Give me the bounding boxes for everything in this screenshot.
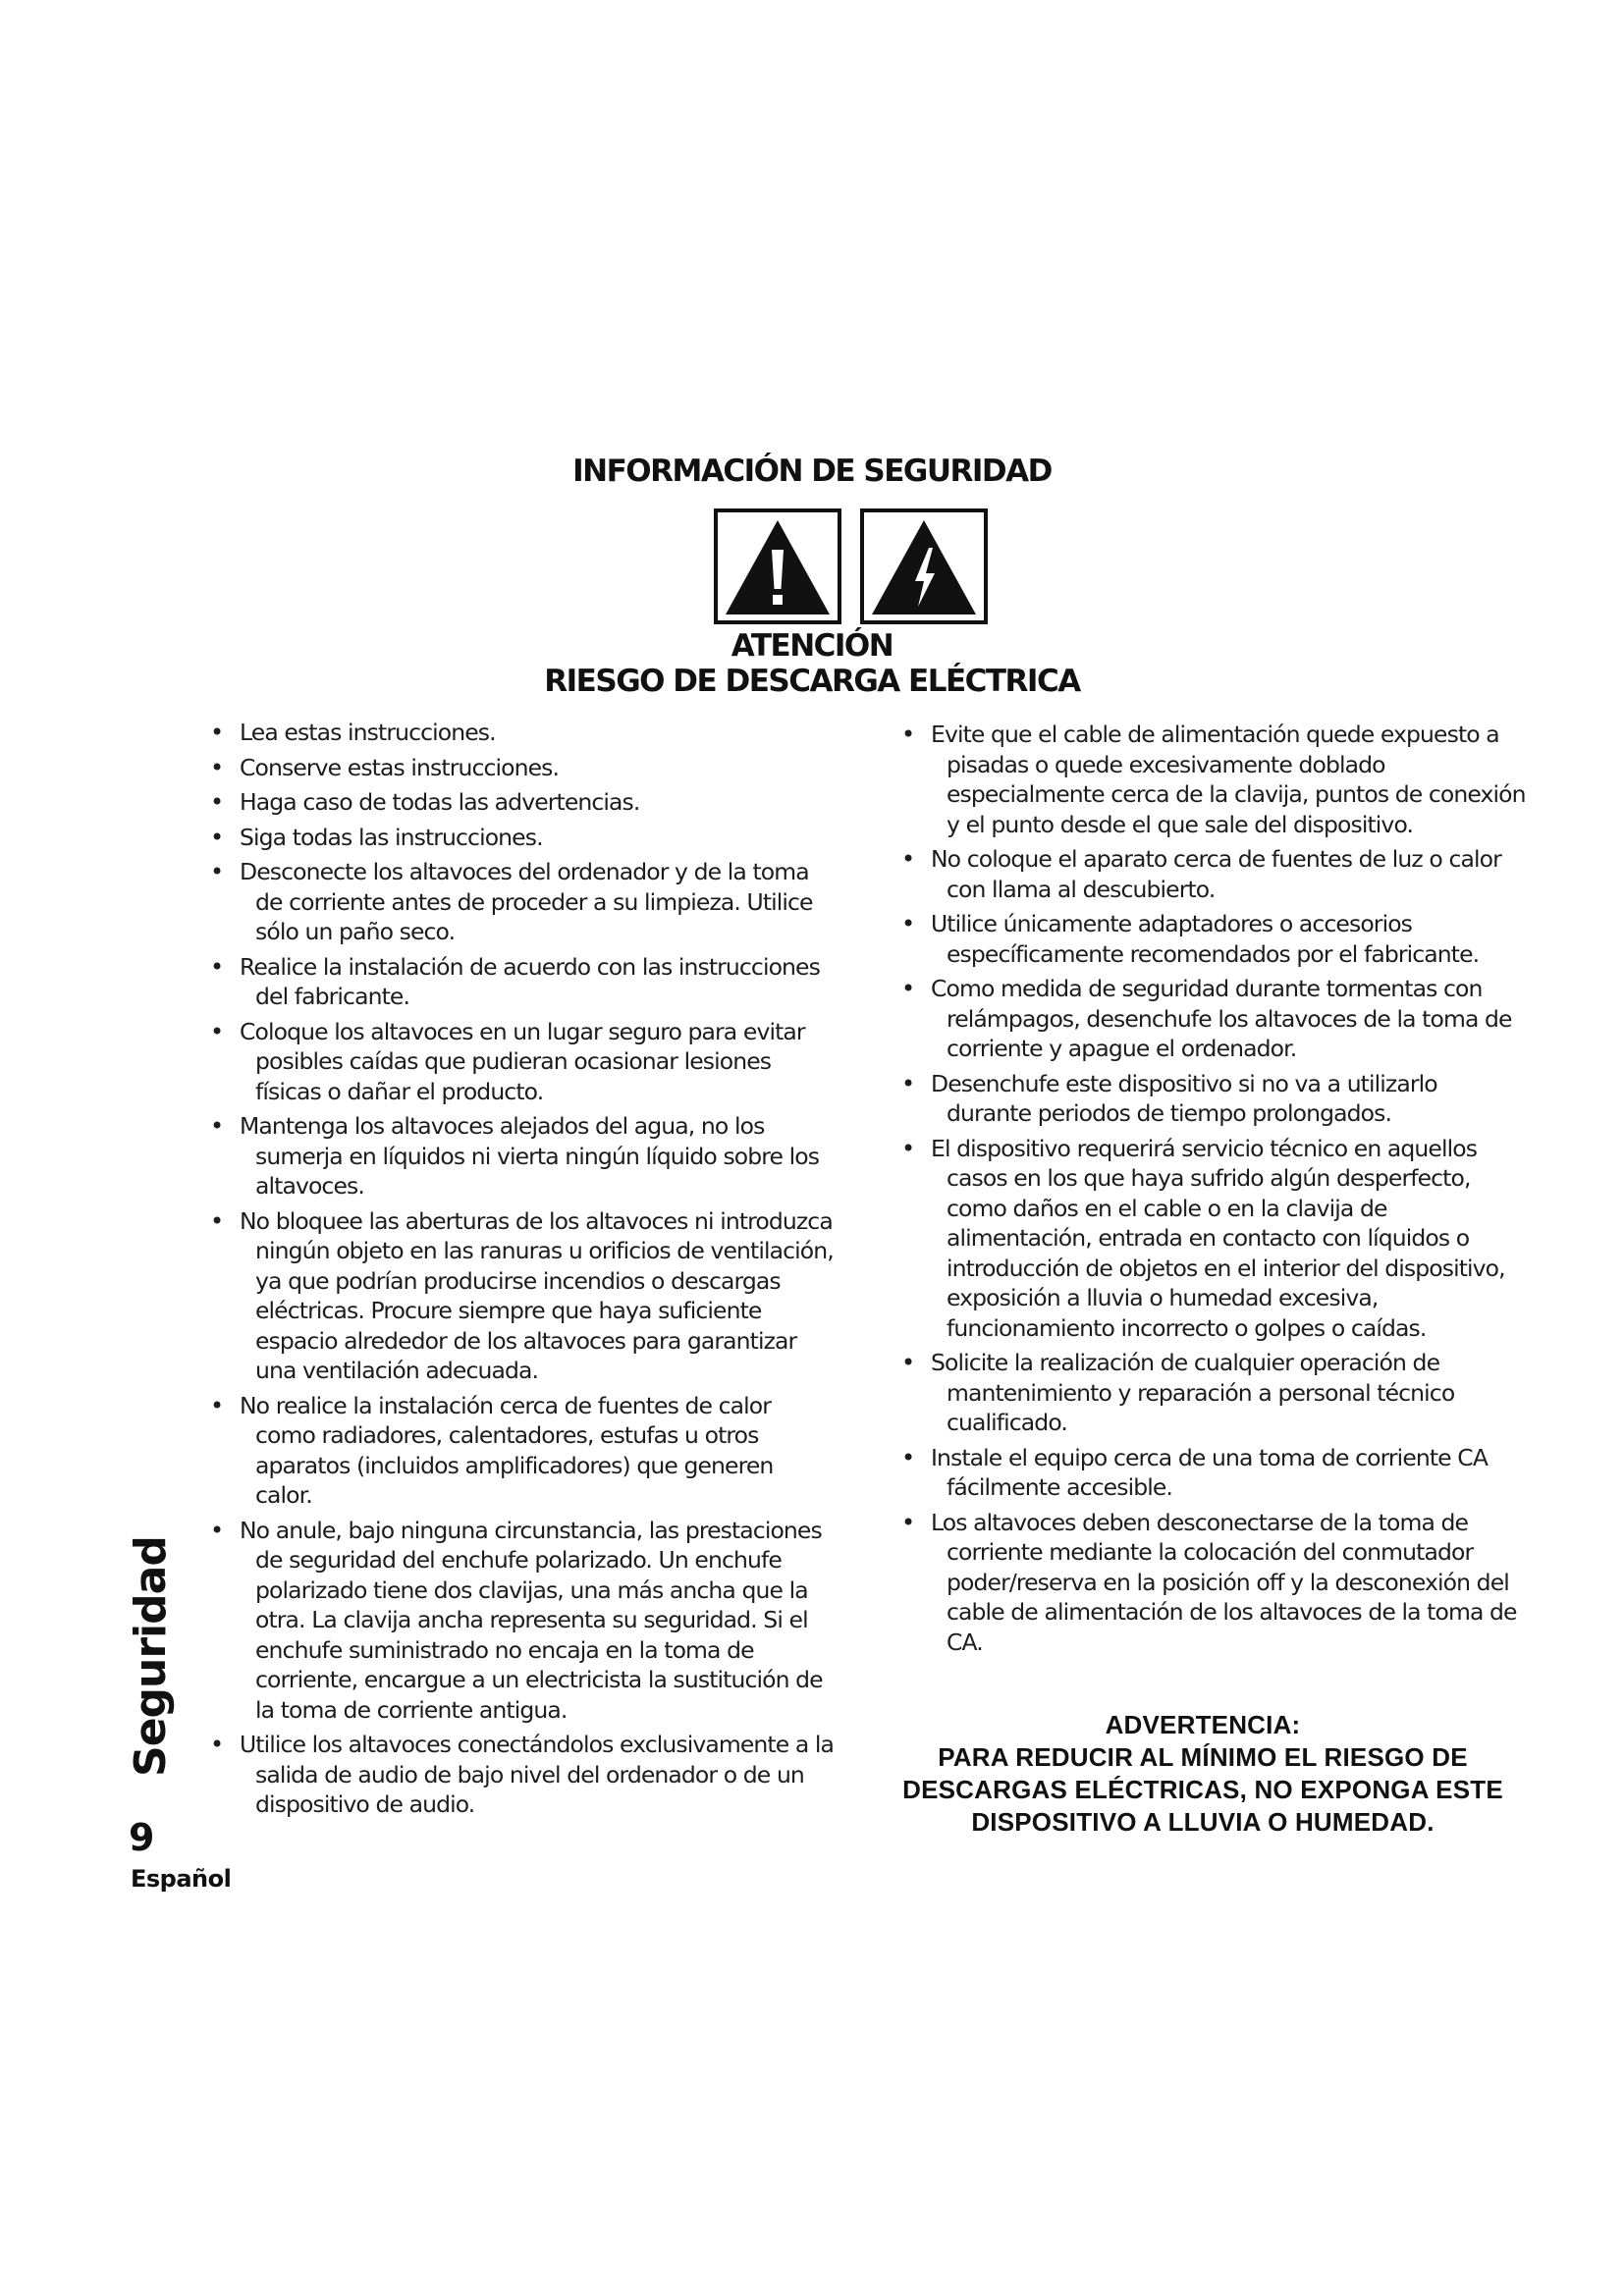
warning-line: DESCARGAS ELÉCTRICAS, NO EXPONGA ESTE: [902, 1775, 1503, 1804]
list-item: • Haga caso de todas las advertencias.: [210, 788, 640, 816]
warning-notice: [884, 1709, 1522, 1839]
list-item: • El dispositivo requerirá servicio técnico en aquellos casos en los que haya sufrido algún desperfecto, como daños en el cable o en la clavija de alimentación, entrada en contacto con líquidos o introducción de objetos en el interior del dispositivo, exposición a lluvia o humedad excesiva, funcionamiento incorrecto o golpes o caídas.: [901, 1134, 1505, 1342]
safety-list-left: [206, 718, 835, 1825]
caution-subtitle: RIESGO DE DESCARGA ELÉCTRICA: [544, 664, 1080, 699]
list-item: • Conserve estas instrucciones.: [210, 753, 560, 781]
list-item: • Lea estas instrucciones.: [210, 719, 496, 746]
list-item: • Instale el equipo cerca de una toma de corriente CA fácilmente accesible.: [901, 1443, 1488, 1501]
list-item: • No anule, bajo ninguna circunstancia, las prestaciones de seguridad del enchufe polarizado. Un enchufe polarizado tiene dos clavijas, una más ancha que la otra. La clavija ancha representa su seguridad. Si el enchufe suministrado no encaja en la toma de corriente, encargue a un electricista la sustitución de la toma de corriente antigua.: [210, 1516, 823, 1724]
page-language: Español: [131, 1865, 232, 1893]
exclamation-triangle-icon: [714, 508, 841, 624]
page-title: INFORMACIÓN DE SEGURIDAD: [572, 454, 1052, 489]
list-item: • Utilice los altavoces conectándolos exclusivamente a la salida de audio de bajo nivel del ordenador o de un dispositivo de audio.: [210, 1731, 835, 1818]
caution-heading: [0, 628, 1624, 699]
list-item: • Solicite la realización de cualquier operación de mantenimiento y reparación a personal técnico cualificado.: [901, 1349, 1455, 1436]
lightning-bolt-triangle-icon: [860, 508, 988, 624]
list-item: • No realice la instalación cerca de fuentes de calor como radiadores, calentadores, estufas u otros aparatos (incluidos amplificadores) que generen calor.: [210, 1391, 774, 1509]
warning-line: DISPOSITIVO A LLUVIA O HUMEDAD.: [971, 1807, 1435, 1837]
list-item: • Desenchufe este dispositivo si no va a utilizarlo durante periodos de tiempo prolongados.: [901, 1069, 1437, 1127]
list-item: • Como medida de seguridad durante tormentas con relámpagos, desenchufe los altavoces de la toma de corriente y apague el ordenador.: [901, 975, 1512, 1062]
list-item: • No coloque el aparato cerca de fuentes de luz o calor con llama al descubierto.: [901, 845, 1501, 903]
list-item: • Coloque los altavoces en un lugar seguro para evitar posibles caídas que pudieran ocasionar lesiones físicas o dañar el producto.: [210, 1017, 805, 1105]
list-item: • Mantenga los altavoces alejados del agua, no los sumerja en líquidos ni vierta ningún líquido sobre los altavoces.: [210, 1112, 820, 1200]
page-number: 9: [129, 1816, 155, 1859]
list-item: • No bloquee las aberturas de los altavoces ni introduzca ningún objeto en las ranuras u orificios de ventilación, ya que podrían producirse incendios o descargas eléctricas. Procure siempre que haya suficiente espacio alrededor de los altavoces para garantizar una ventilación adecuada.: [210, 1206, 834, 1384]
safety-list-right: [897, 720, 1526, 1662]
caution-title: ATENCIÓN: [731, 628, 893, 664]
list-item: • Evite que el cable de alimentación quede expuesto a pisadas o quede excesivamente doblado especialmente cerca de la clavija, puntos de conexión y el punto desde el que sale del dispositivo.: [901, 721, 1526, 838]
list-item: • Siga todas las instrucciones.: [210, 823, 543, 851]
list-item: • Utilice únicamente adaptadores o accesorios específicamente recomendados por el fabricante.: [901, 910, 1480, 968]
warning-icons: [714, 508, 997, 626]
section-label: Seguridad: [126, 1536, 176, 1777]
warning-title: ADVERTENCIA:: [1105, 1710, 1301, 1739]
warning-line: PARA REDUCIR AL MÍNIMO EL RIESGO DE: [938, 1742, 1468, 1772]
list-item: • Desconecte los altavoces del ordenador y de la toma de corriente antes de proceder a su limpieza. Utilice sólo un paño seco.: [210, 858, 813, 945]
list-item: • Realice la instalación de acuerdo con las instrucciones del fabricante.: [210, 952, 820, 1010]
list-item: • Los altavoces deben desconectarse de la toma de corriente mediante la colocación del conmutador poder/reserva en la posición off y la desconexión del cable de alimentación de los altavoces de la toma de CA.: [901, 1508, 1517, 1656]
